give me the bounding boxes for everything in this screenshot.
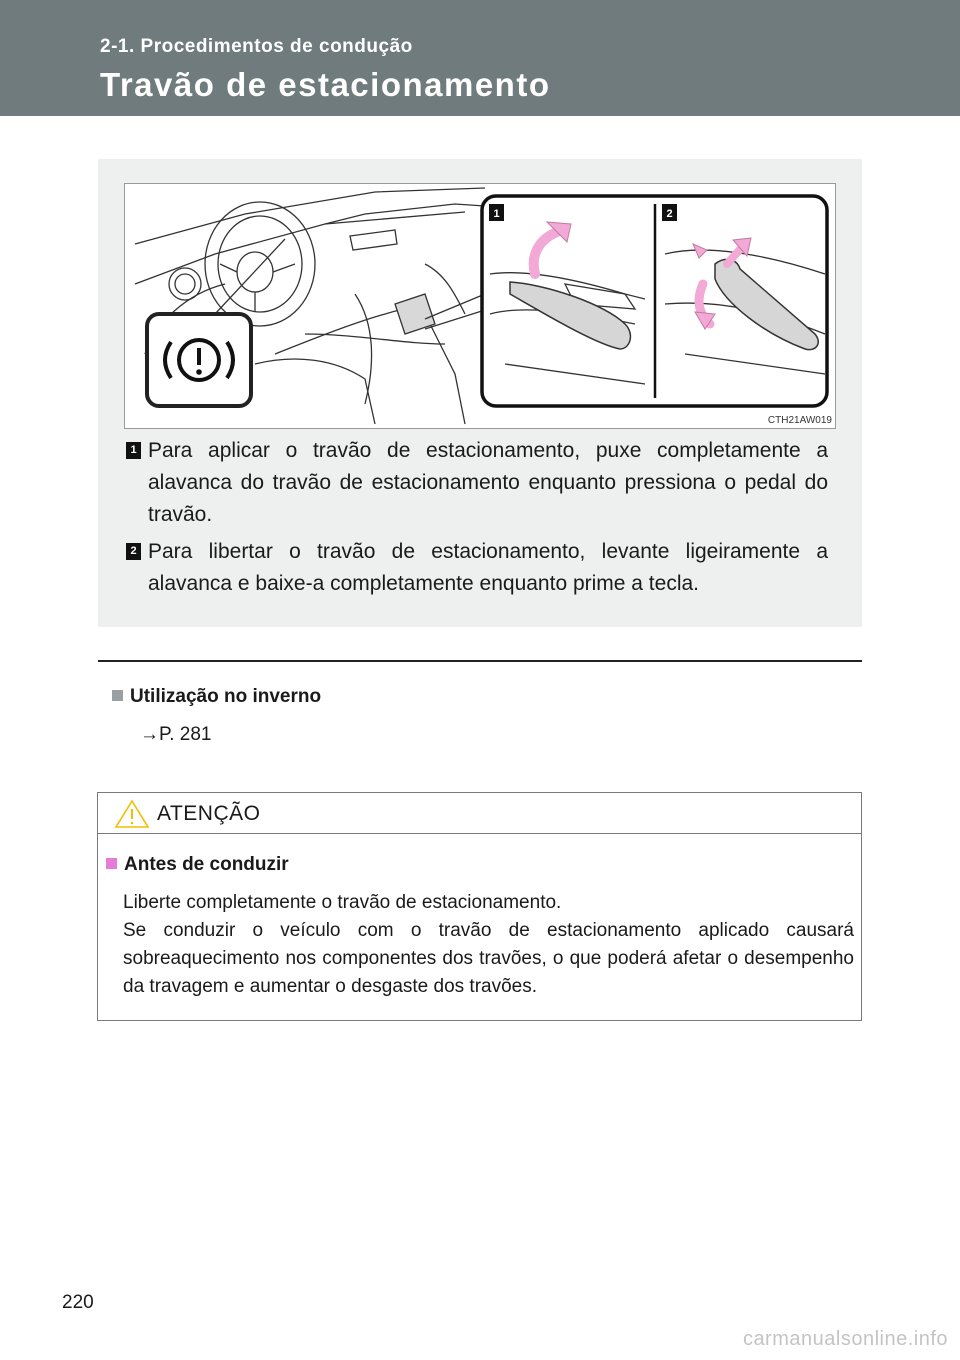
page-reference-link[interactable]: →P. 281 — [140, 724, 212, 745]
page-number: 220 — [62, 1292, 94, 1313]
warning-title: ATENÇÃO — [157, 802, 261, 825]
step-1-text: Para aplicar o travão de estacionamento, puxe completamente a alavanca do travão de estacionamento enquanto pressiona o pedal do travão. — [148, 439, 828, 526]
warning-subheading-text: Antes de conduzir — [124, 854, 289, 875]
note-heading — [112, 686, 321, 708]
step-1 — [130, 435, 828, 531]
page-header — [0, 0, 960, 116]
warning-triangle-icon — [114, 799, 150, 829]
square-bullet-icon — [112, 690, 123, 701]
pink-square-bullet-icon — [106, 858, 117, 869]
callout-1-label: 1 — [493, 208, 500, 220]
step-2 — [130, 536, 828, 600]
warning-header — [98, 793, 861, 834]
section-title: 2-1. Procedimentos de condução — [100, 36, 413, 57]
warning-box — [97, 792, 862, 1021]
dashboard-drawing — [125, 184, 835, 428]
step-2-text: Para libertar o travão de estacionamento, levante ligeiramente a alavanca e baixe-a completamente enquanto prime a tecla. — [148, 540, 828, 595]
figure-code: CTH21AW019 — [767, 415, 832, 426]
watermark: carmanualsonline.info — [742, 1328, 948, 1350]
section-divider — [98, 660, 862, 662]
step-1-number: 1 — [126, 442, 141, 459]
warning-subheading — [106, 854, 289, 876]
callout-2-label: 2 — [666, 208, 673, 220]
warning-paragraph-2: Se conduzir o veículo com o travão de estacionamento aplicado causará sobreaquecimento nos componentes dos travões, o que poderá afetar o desempenho da travagem e aumentar o desgaste dos travões. — [123, 920, 854, 997]
parking-brake-illustration — [124, 183, 836, 429]
warning-body — [123, 889, 854, 1001]
figure-panel — [98, 159, 862, 627]
note-heading-text: Utilização no inverno — [130, 686, 322, 707]
step-2-number: 2 — [126, 543, 141, 560]
warning-paragraph-1: Liberte completamente o travão de estacionamento. — [123, 892, 562, 913]
page-title: Travão de estacionamento — [100, 66, 551, 103]
